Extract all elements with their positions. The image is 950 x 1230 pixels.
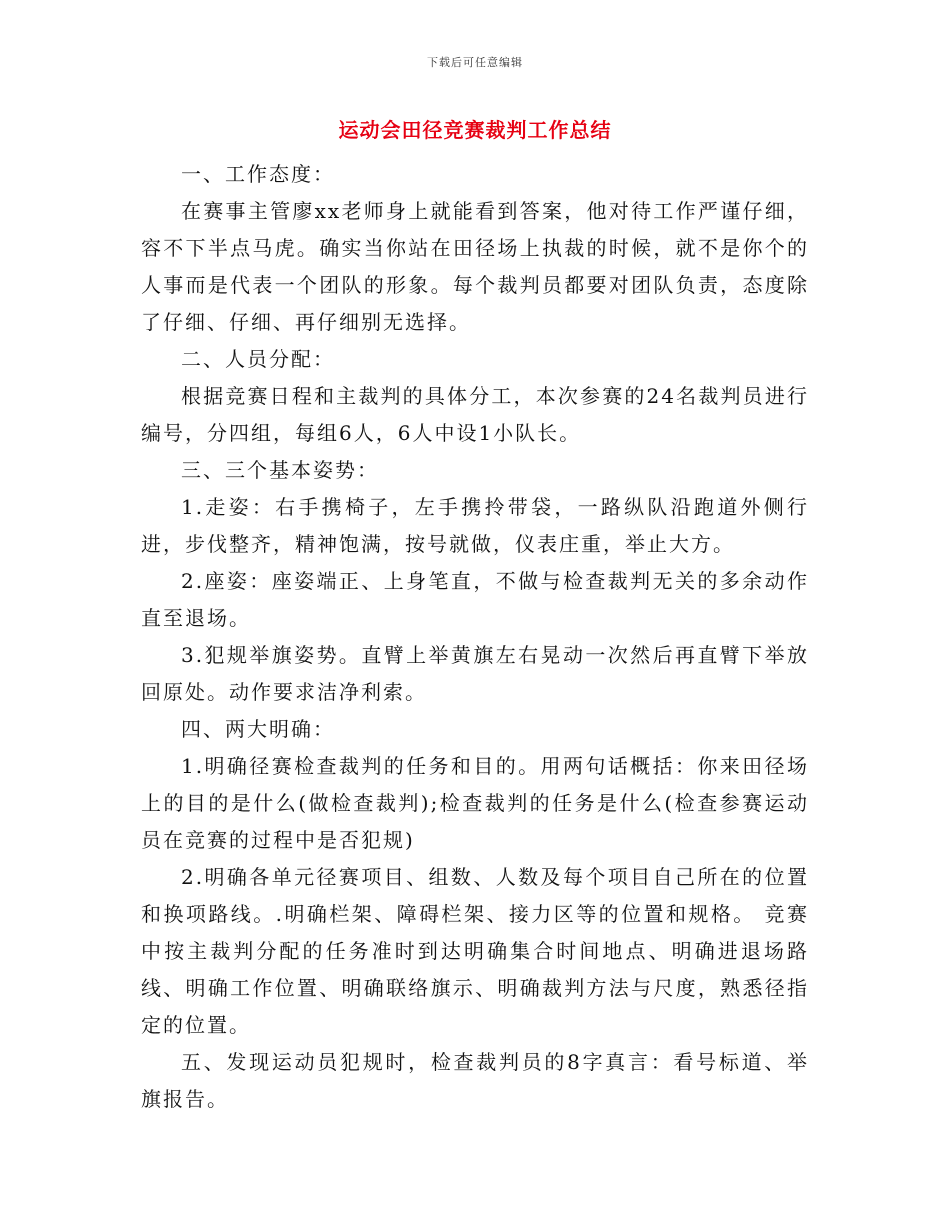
paragraph-foul-motto: 五、发现运动员犯规时，检查裁判员的8字真言：看号标道、举旗报告。 [141,1050,809,1111]
section-heading-postures: 三、三个基本姿势： [181,458,379,482]
section-heading-staffing: 二、人员分配： [181,347,335,371]
section-heading-clarifications: 四、两大明确： [181,717,335,741]
document-title: 运动会田径竞赛裁判工作总结 [338,118,612,142]
paragraph-staffing: 根据竞赛日程和主裁判的具体分工，本次参赛的24名裁判员进行编号，分四组，每组6人，6人中设1小队长。 [141,384,809,445]
paragraph-clarification-2: 2.明确各单元径赛项目、组数、人数及每个项目自己所在的位置和换项路线。.明确栏架、障碍栏架、接力区等的位置和规格。 竞赛中按主裁判分配的任务准时到达明确集合时间地点、明确进退场路线、明确工作位置、明确联络旗示、明确裁判方法与尺度，熟悉径指定的位置。 [141,865,809,1037]
paragraph-sitting-posture: 2.座姿：座姿端正、上身笔直，不做与检查裁判无关的多余动作直至退场。 [141,569,809,630]
section-heading-attitude: 一、工作态度： [181,162,335,186]
document-body [141,156,809,1118]
paragraph-flag-posture: 3.犯规举旗姿势。直臂上举黄旗左右晃动一次然后再直臂下举放回原处。动作要求洁净利索。 [141,643,809,704]
page-header-note: 下载后可任意编辑 [427,56,523,69]
paragraph-walking-posture: 1.走姿：右手携椅子，左手携拎带袋，一路纵队沿跑道外侧行进，步伐整齐，精神饱满，按号就做，仪表庄重，举止大方。 [141,495,809,556]
paragraph-clarification-1: 1.明确径赛检查裁判的任务和目的。用两句话概括：你来田径场上的目的是什么(做检查裁判);检查裁判的任务是什么(检查参赛运动员在竞赛的过程中是否犯规) [141,754,809,852]
paragraph-attitude: 在赛事主管廖xx老师身上就能看到答案，他对待工作严谨仔细，容不下半点马虎。确实当你站在田径场上执裁的时候，就不是你个的人事而是代表一个团队的形象。每个裁判员都要对团队负责，态度除了仔细、仔细、再仔细别无选择。 [141,199,809,334]
